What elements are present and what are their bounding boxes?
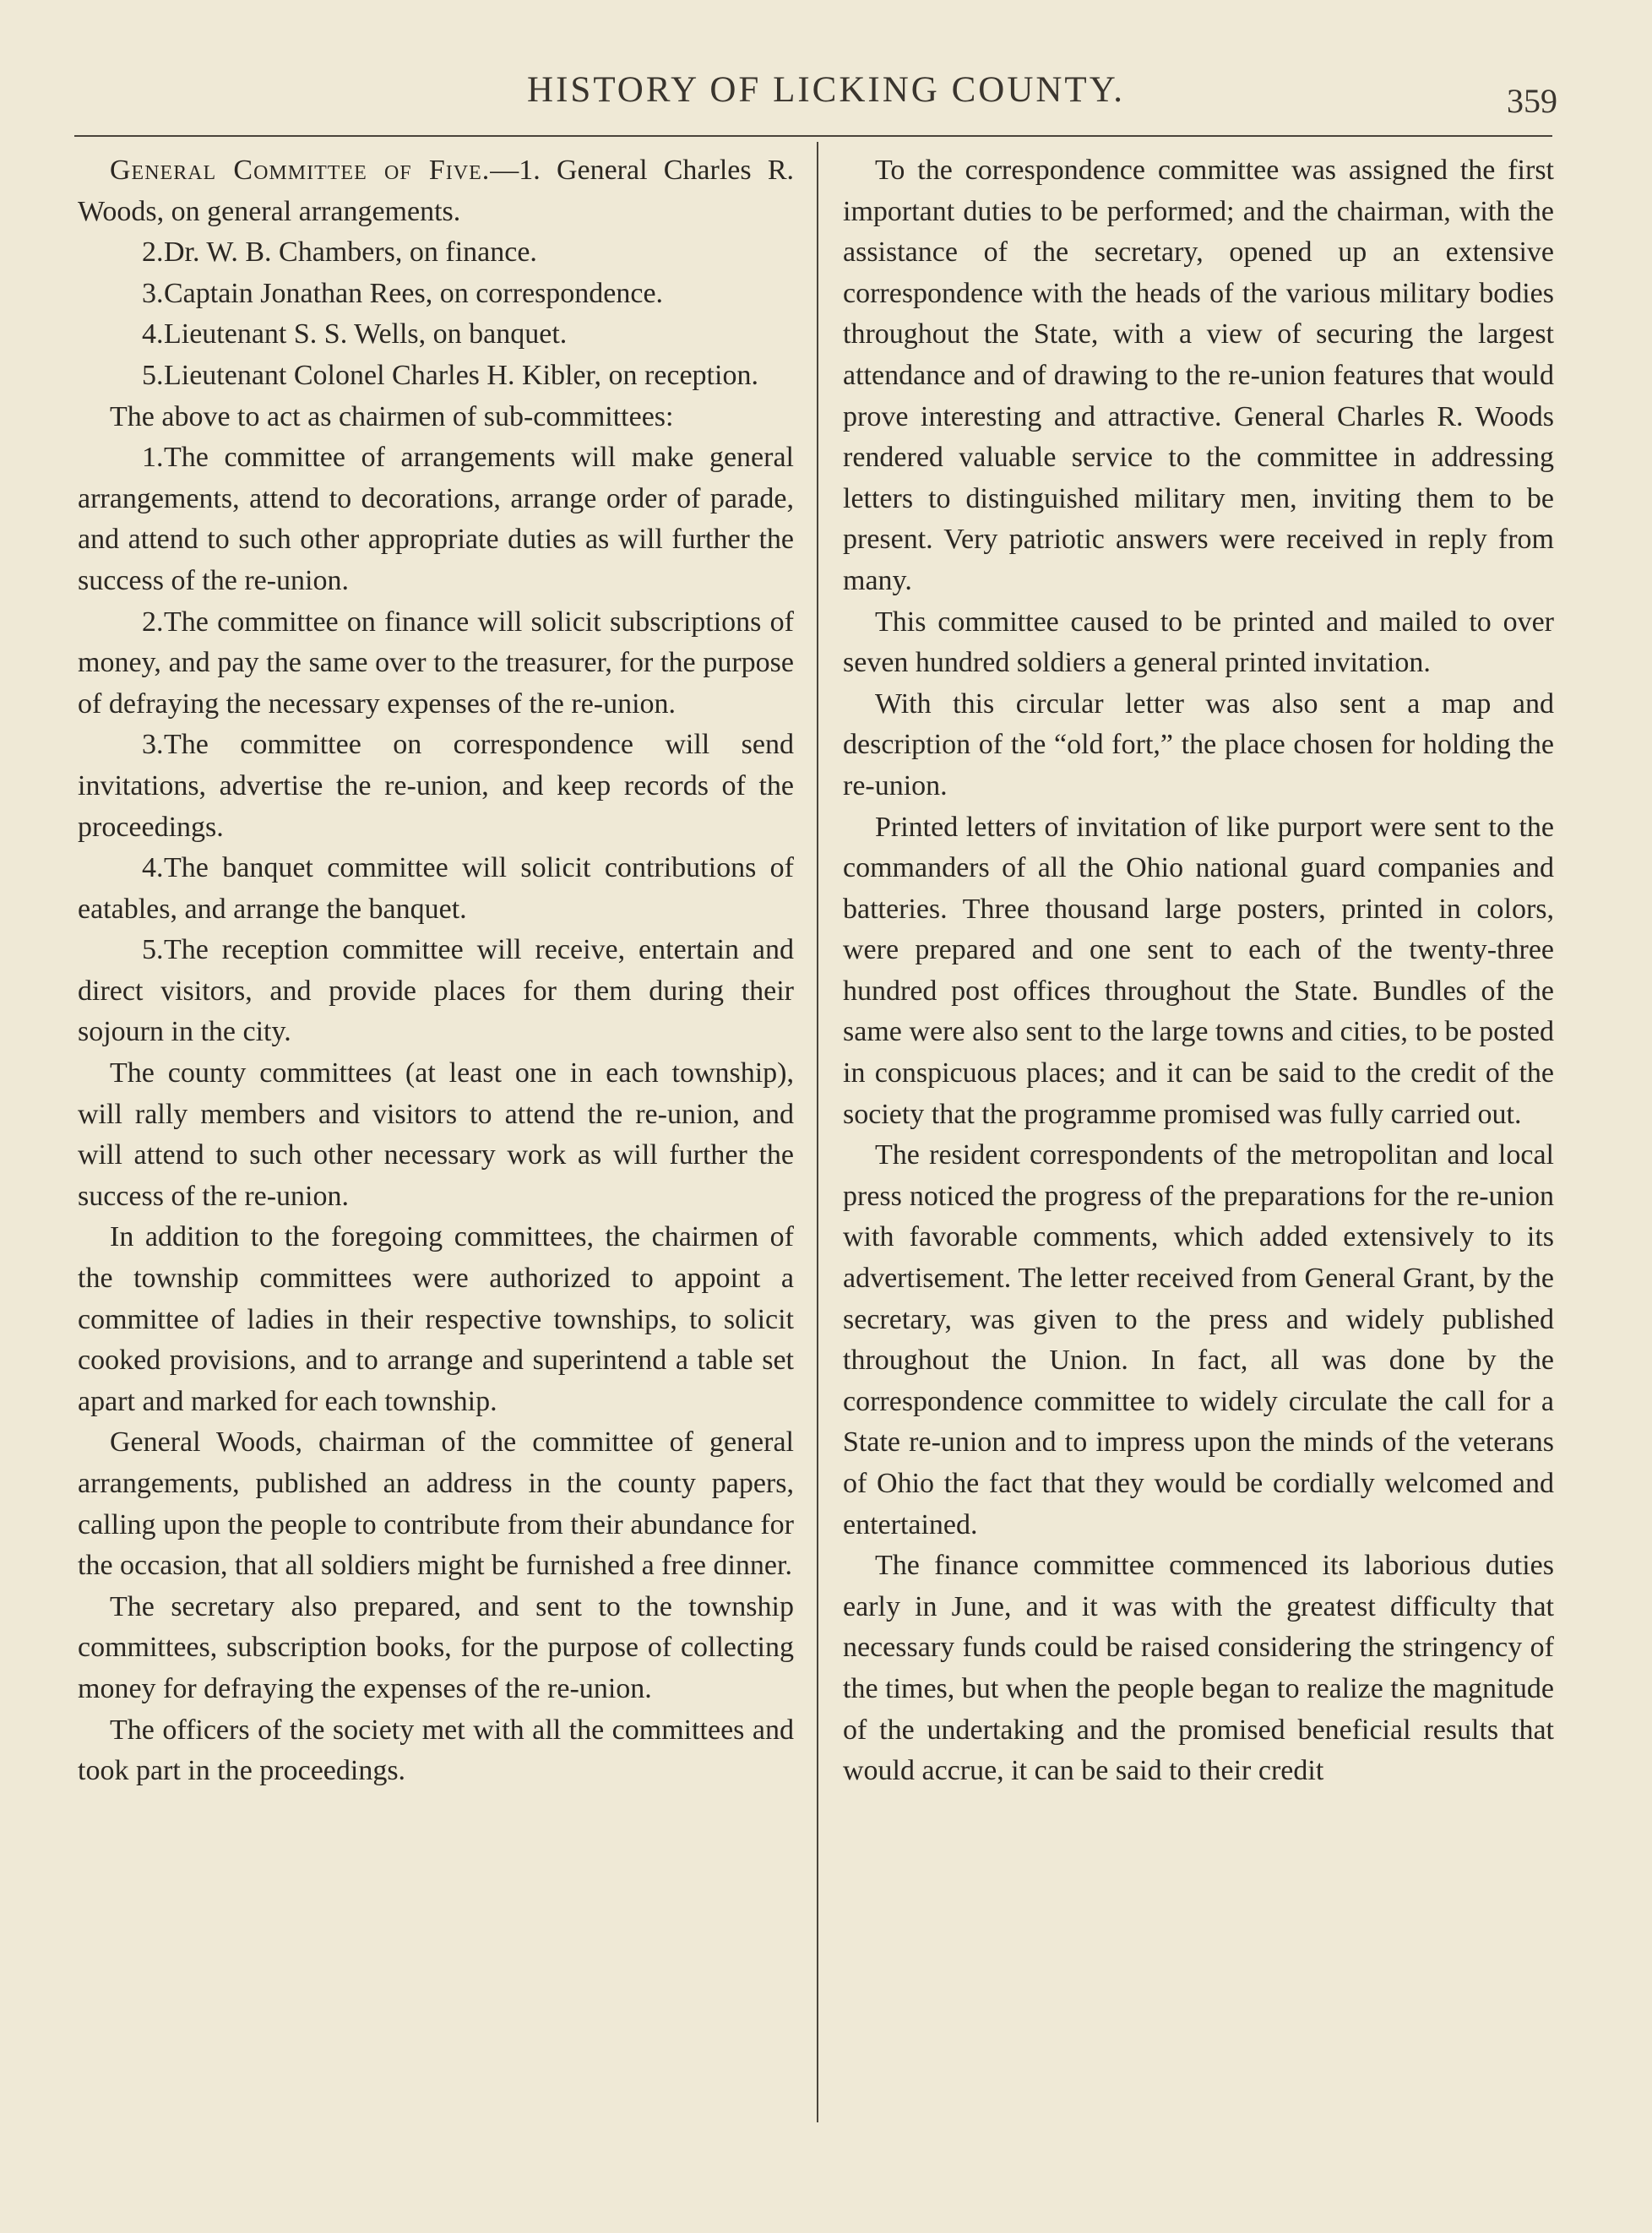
body-paragraph: General Woods, chairman of the committee of general arrangements, published an address in the county papers, calling upon the people to contribute from their abundance for the occasion, that all soldiers might be furnished a free dinner. [78,1426,794,1582]
duty-item: 3.The committee on correspondence will send invitations, advertise the re-union, and keep records of the proceedings. [78,729,794,843]
duty-item: 5.The reception committee will receive, entertain and direct visitors, and provide places for them during their sojourn in the city. [78,934,794,1048]
column-divider [817,142,818,2122]
body-paragraph: With this circular letter was also sent a map and description of the “old fort,” the place chosen for holding the re-union. [843,687,1554,801]
body-paragraph: The finance committee commenced its laborious duties early in June, and it was with the greatest difficulty that necessary funds could be raised considering the stringency of the times, but when the people began to realize the magnitude of the undertaking and the promised beneficial results that would accrue, it can be said to their credit [843,1550,1554,1787]
subcommittee-intro: The above to act as chairmen of sub-committees: [110,400,674,432]
header-rule [74,135,1552,137]
running-head: HISTORY OF LICKING COUNTY. [527,70,1125,110]
left-column [78,150,794,1792]
body-paragraph: To the correspondence committee was assigned the first important duties to be performed; and the chairman, with the assistance of the secretary, opened up an extensive correspondence with the heads of the various military bodies throughout the State, with a view of securing the largest attendance and of drawing to the re-union features that would prove interesting and attractive. General Charles R. Woods rendered valuable service to the committee in addressing letters to distinguished military men, inviting them to be present. Very patriotic answers were received in reply from many. [843,155,1554,596]
body-paragraph: Printed letters of invitation of like purport were sent to the commanders of all the Ohio national guard companies and batteries. Three thousand large posters, printed in colors, were prepared and one sent to each of the twenty-three hundred post offices throughout the State. Bundles of the same were also sent to the large towns and cities, to be posted in conspicuous places; and it can be said to the credit of the society that the programme promised was fully carried out. [843,811,1554,1130]
body-paragraph: In addition to the foregoing committees, the chairmen of the township committees were authorized to appoint a committee of ladies in their respective townships, to solicit cooked provisions, and to arrange and superintend a table set apart and marked for each township. [78,1221,794,1417]
body-paragraph: The secretary also prepared, and sent to the township committees, subscription books, for the purpose of collecting money for defraying the expenses of the re-union. [78,1590,794,1704]
committee-member: 3.Captain Jonathan Rees, on correspondence. [142,277,664,309]
committee-member: 4.Lieutenant S. S. Wells, on banquet. [142,318,568,350]
body-paragraph: The officers of the society met with all the committees and took part in the proceedings. [78,1714,794,1787]
committee-heading-rest: —1. General Charles R. Woods, on general arrangements. [78,155,794,227]
duty-item: 2.The committee on finance will solicit subscriptions of money, and pay the same over to the treasurer, for the purpose of defraying the necessary expenses of the re-union. [78,606,794,720]
committee-member: 5.Lieutenant Colonel Charles H. Kibler, on reception. [142,359,758,391]
committee-heading-title: General Committee of Five. [110,155,491,186]
duty-item: 1.The committee of arrangements will make general arrangements, attend to decorations, arrange order of parade, and attend to such other appropriate duties as will further the success of the re-union. [78,442,794,596]
right-column [843,150,1554,1792]
body-paragraph: The resident correspondents of the metropolitan and local press noticed the progress of the preparations for the re-union with favorable comments, which added extensively to its advertisement. The letter received from General Grant, by the secretary, was given to the press and widely published throughout the Union. In fact, all was done by the correspondence committee to widely circulate the call for a State re-union and to impress upon the minds of the veterans of Ohio the fact that they would be cordially welcomed and entertained. [843,1139,1554,1540]
duty-item: 4.The banquet committee will solicit contributions of eatables, and arrange the banquet. [78,852,794,925]
page-number: 359 [1507,82,1557,120]
body-paragraph: The county committees (at least one in each township), will rally members and visitors to attend the re-union, and will attend to such other necessary work as will further the success of the re-union. [78,1057,794,1212]
body-paragraph: This committee caused to be printed and mailed to over seven hundred soldiers a general printed invitation. [843,606,1554,679]
committee-heading [78,150,794,232]
committee-member: 2.Dr. W. B. Chambers, on finance. [142,236,537,269]
